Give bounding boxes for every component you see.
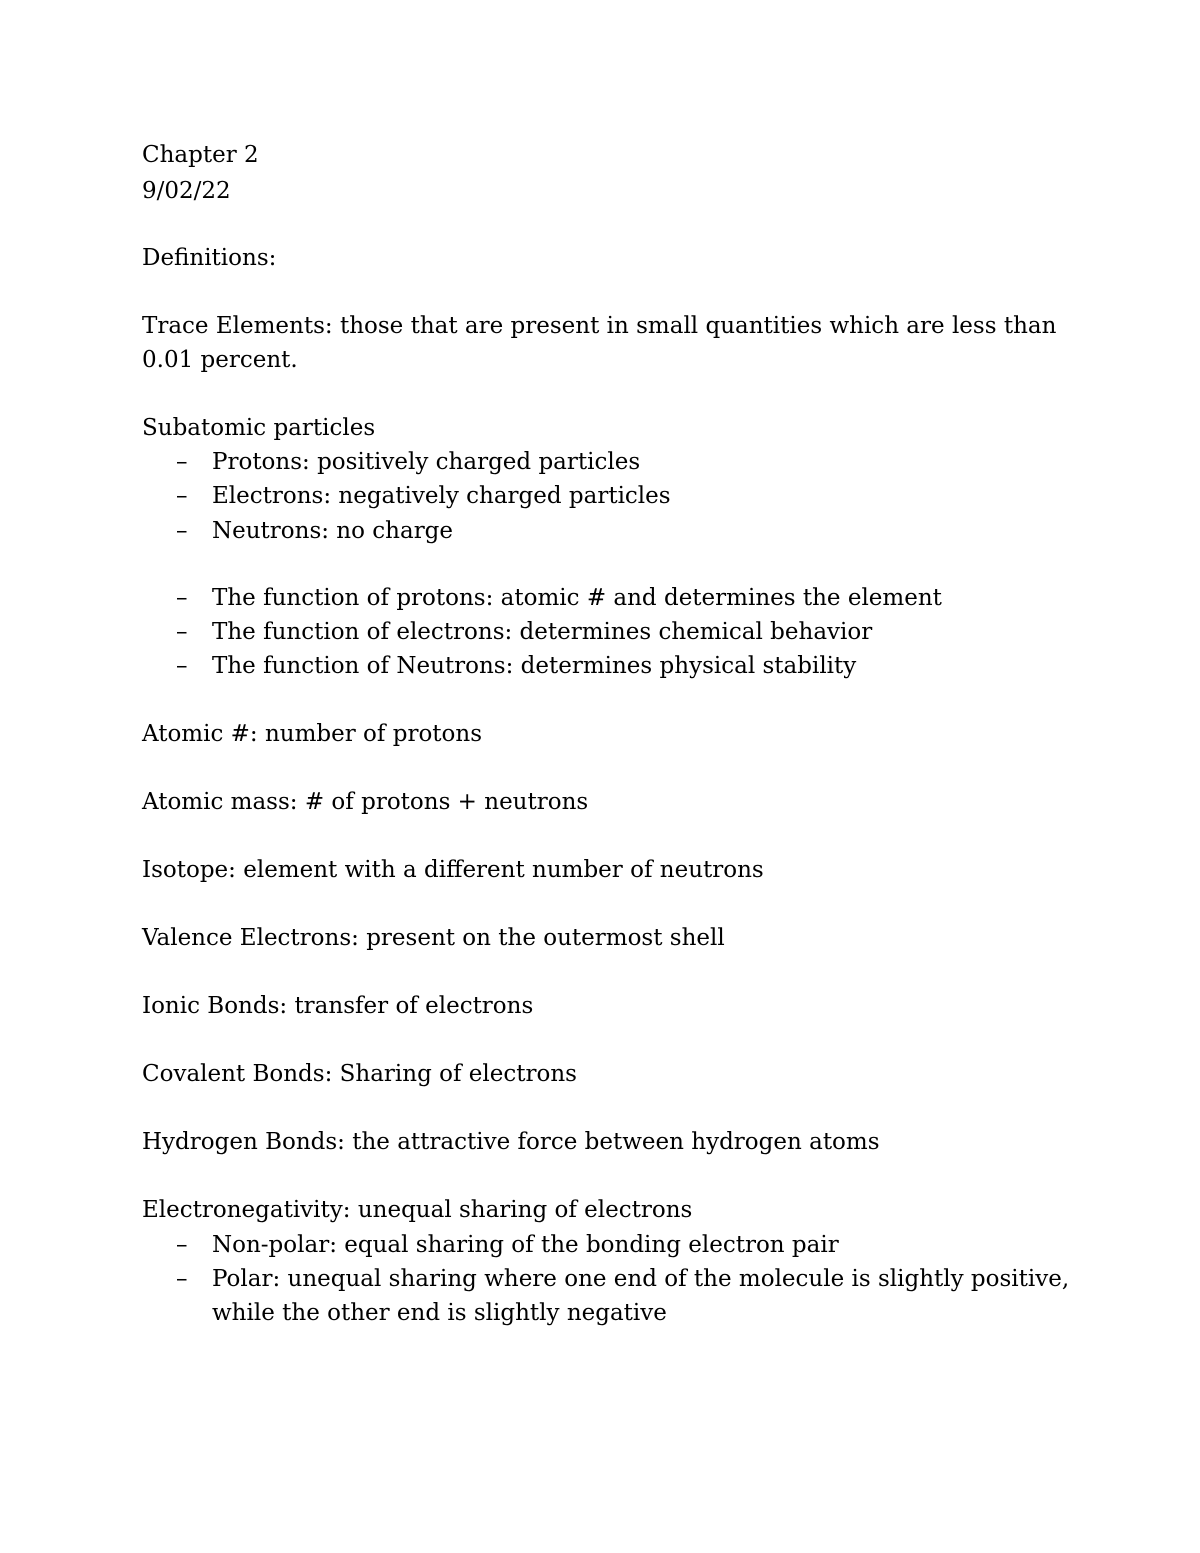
- term-isotope: Isotope: element with a different number of neutrons: [142, 857, 764, 883]
- list-item-electrons: Electrons: negatively charged particles: [212, 483, 671, 509]
- term-covalent-bonds: Covalent Bonds: Sharing of electrons: [142, 1061, 577, 1087]
- bullet-dash: –: [176, 518, 188, 544]
- definitions-heading: Definitions:: [142, 245, 277, 271]
- bullet-dash: –: [176, 619, 188, 645]
- term-valence-electrons: Valence Electrons: present on the outermost shell: [142, 925, 725, 951]
- list-item-polar-continuation: while the other end is slightly negative: [212, 1300, 667, 1326]
- bullet-dash: –: [176, 1232, 188, 1258]
- bullet-dash: –: [176, 1266, 188, 1292]
- term-hydrogen-bonds: Hydrogen Bonds: the attractive force between hydrogen atoms: [142, 1129, 880, 1155]
- term-ionic-bonds: Ionic Bonds: transfer of electrons: [142, 993, 534, 1019]
- list-item-function-neutrons: The function of Neutrons: determines physical stability: [212, 653, 857, 679]
- list-item-non-polar: Non-polar: equal sharing of the bonding electron pair: [212, 1232, 839, 1258]
- list-item-polar: Polar: unequal sharing where one end of the molecule is slightly positive,: [212, 1266, 1070, 1292]
- chapter-title: Chapter 2: [142, 142, 259, 168]
- list-item-protons: Protons: positively charged particles: [212, 449, 641, 475]
- subatomic-heading: Subatomic particles: [142, 415, 376, 441]
- electronegativity-heading: Electronegativity: unequal sharing of electrons: [142, 1197, 693, 1223]
- bullet-dash: –: [176, 483, 188, 509]
- list-item-function-protons: The function of protons: atomic # and determines the element: [212, 585, 942, 611]
- term-atomic-mass: Atomic mass: # of protons + neutrons: [142, 789, 589, 815]
- bullet-dash: –: [176, 449, 188, 475]
- bullet-dash: –: [176, 653, 188, 679]
- bullet-dash: –: [176, 585, 188, 611]
- term-atomic-number: Atomic #: number of protons: [142, 721, 483, 747]
- list-item-neutrons: Neutrons: no charge: [212, 518, 454, 544]
- note-date: 9/02/22: [142, 178, 231, 204]
- list-item-function-electrons: The function of electrons: determines chemical behavior: [212, 619, 873, 645]
- trace-elements-line-2: 0.01 percent.: [142, 347, 298, 373]
- trace-elements-line-1: Trace Elements: those that are present in small quantities which are less than: [142, 313, 1057, 339]
